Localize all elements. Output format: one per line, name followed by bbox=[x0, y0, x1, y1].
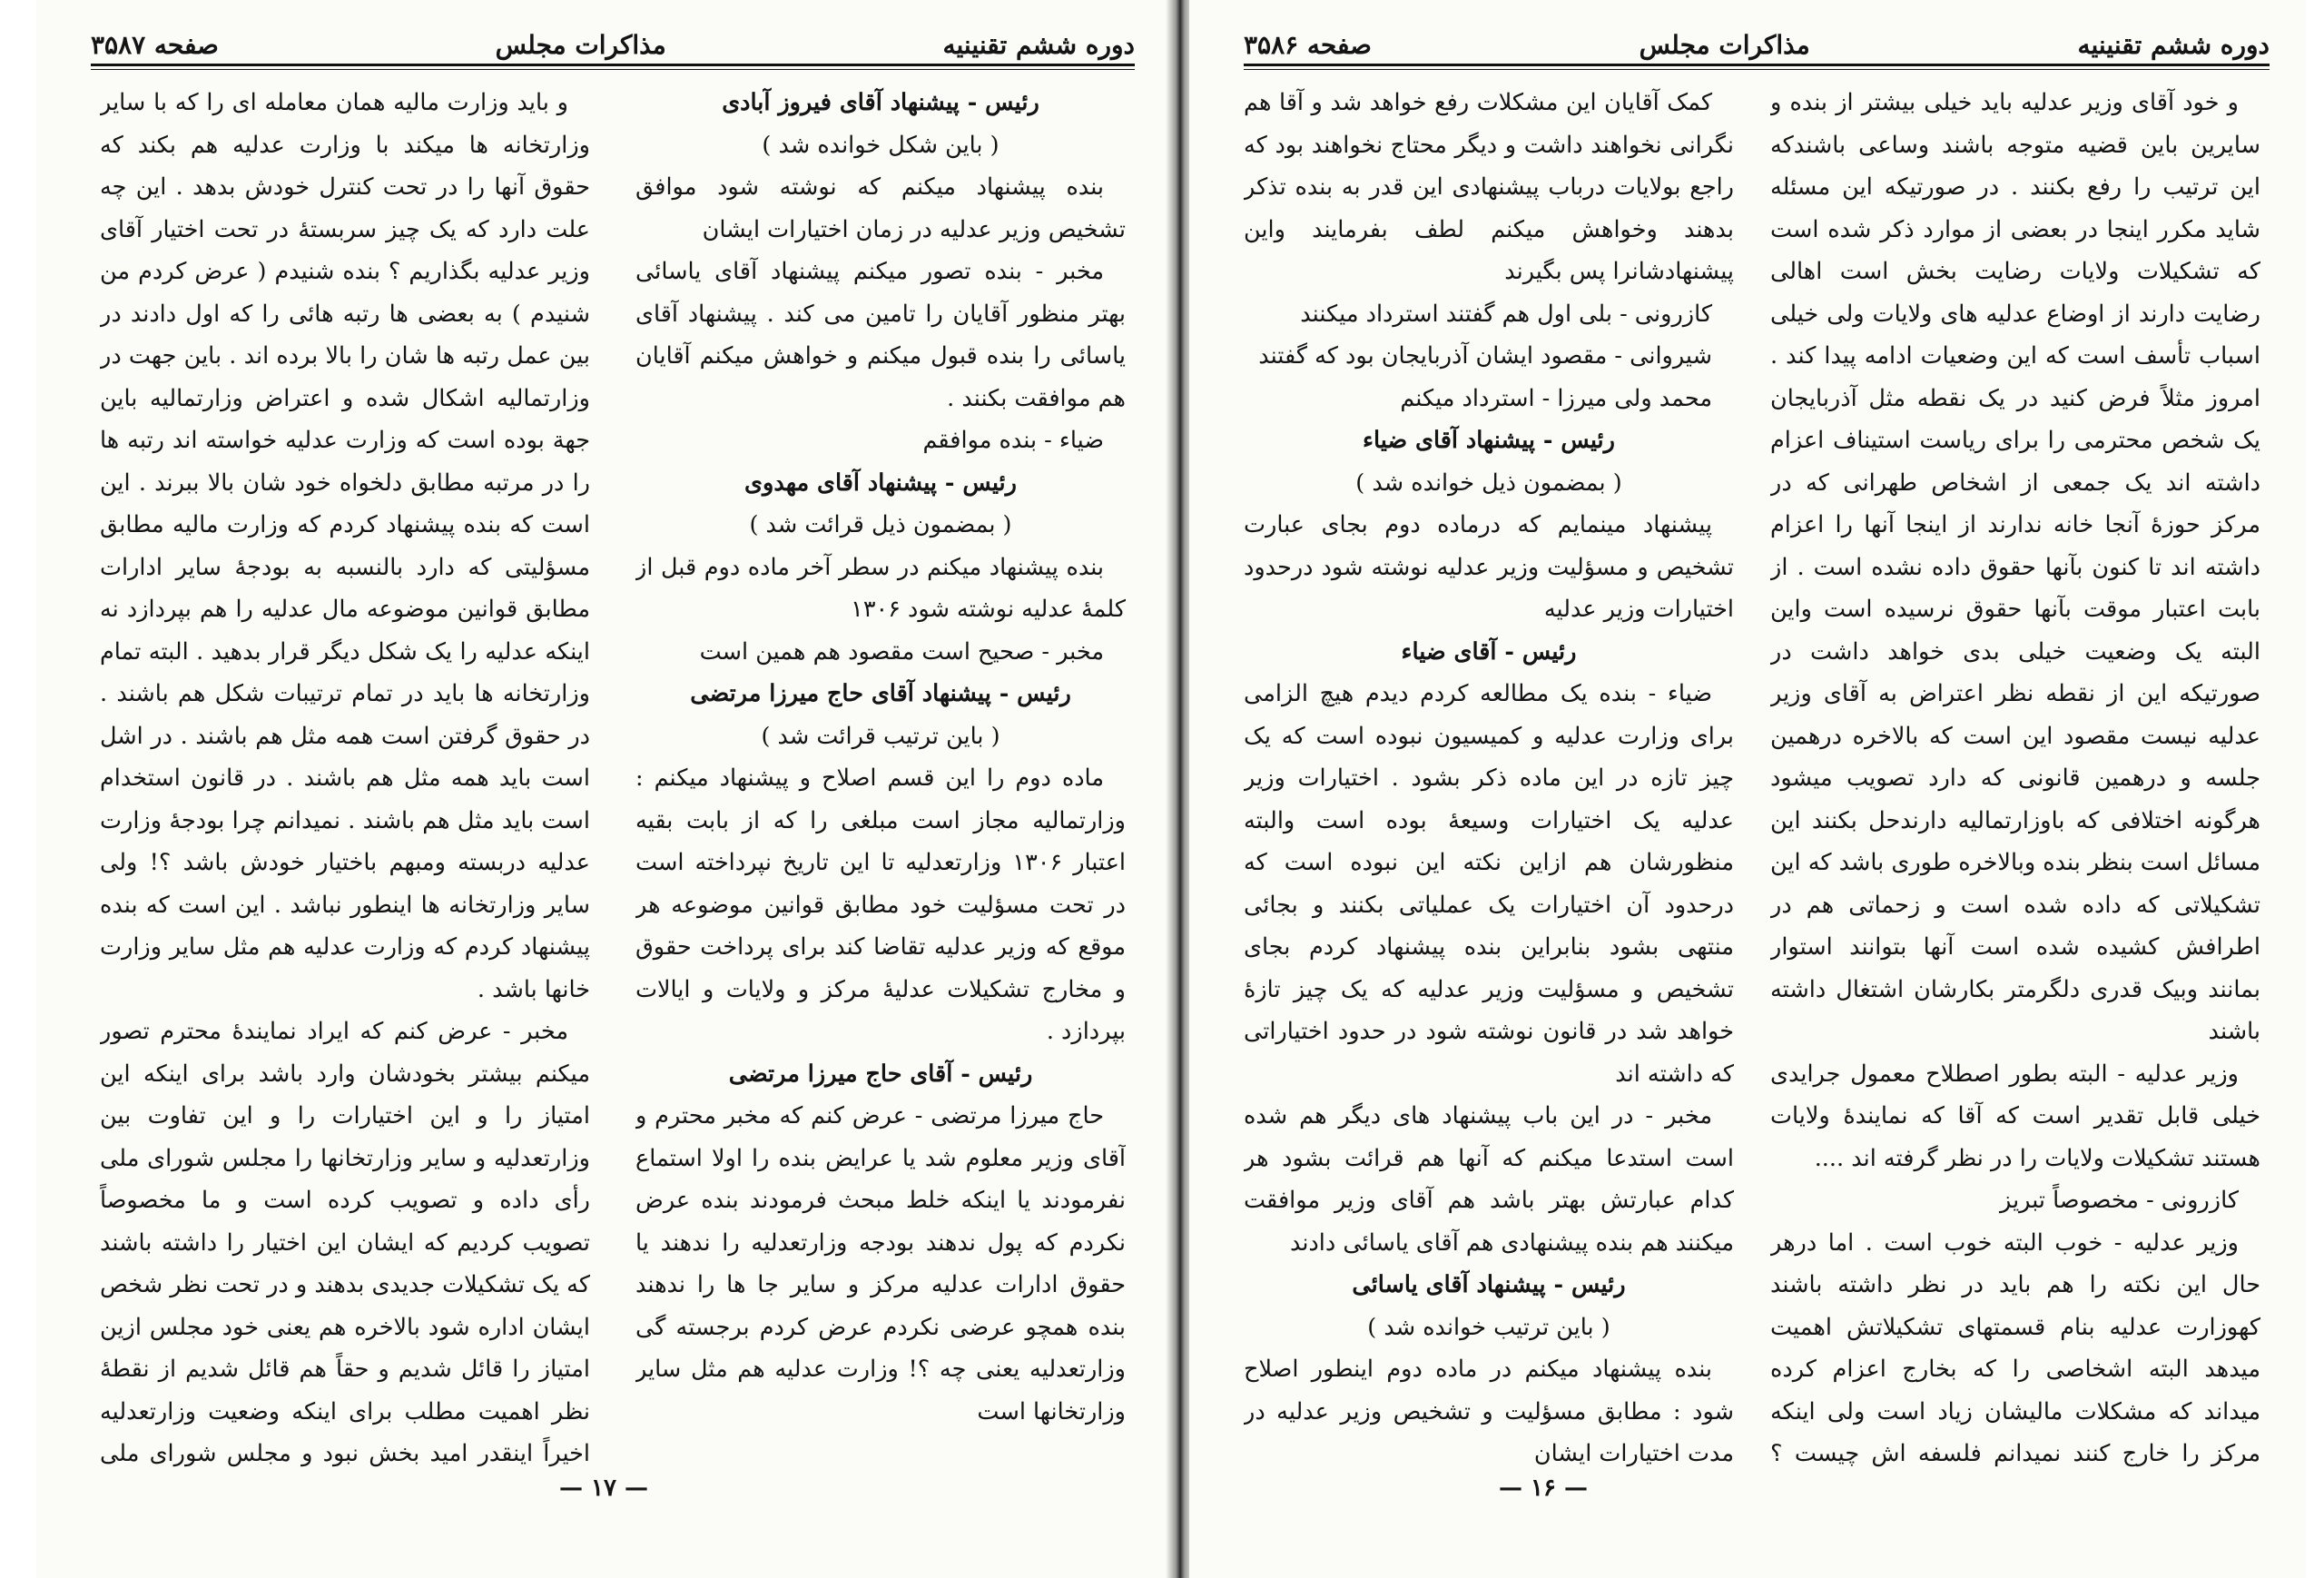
section-heading: رئیس - پیشنهاد آقای مهدوی bbox=[744, 468, 1017, 497]
paragraph: کمک آقایان این مشکلات رفع خواهد شد و آقا هم نگرانی نخواهند داشت و دیگر محتاج نخواهند بود که راجع بولایات درباب پیشنهادی این قدر به بنده تذکر بدهند وخواهش میکنم لطف بفرمایند واین پیشنهادشانرا پس بگیرند bbox=[1244, 89, 1734, 285]
header-journal: مذاکرات مجلس bbox=[495, 30, 666, 60]
text-column-left bbox=[100, 82, 590, 1471]
page-3587 bbox=[36, 0, 1171, 1578]
reading-note: ( باین ترتیب قرائت شد ) bbox=[761, 722, 1000, 750]
paragraph: کازرونی - بلی اول هم گفتند استرداد میکنند bbox=[1300, 300, 1712, 328]
running-header bbox=[1244, 20, 2270, 60]
text-column-right bbox=[1770, 82, 2260, 1471]
paragraph: کازرونی - مخصوصاً تبریز bbox=[2000, 1187, 2239, 1214]
section-heading: رئیس - پیشنهاد آقای حاج میرزا مرتضی bbox=[690, 680, 1071, 707]
paragraph: ضیاء - بنده موافقم bbox=[922, 427, 1104, 454]
paragraph: وزیر عدلیه - خوب البته خوب است . اما درهر حال این نکته را هم باید در نظر داشته باشند کهوزارت عدلیه بنام قسمتهای تشکیلاتش اهمیت میدهد البته اشخاصی را که بخارج اعزام کرده میداند که مشکلات مالیشان زیاد است ولی اینکه مرکز را خارج کنند نمیدانم فلسفه اش چیست ؟ bbox=[1770, 1228, 2260, 1467]
reading-note: ( باین ترتیب خوانده شد ) bbox=[1367, 1313, 1610, 1341]
paragraph: ماده دوم را این قسم اصلاح و پیشنهاد میکنم : وزارتمالیه مجاز است مبلغی را که از بابت بقیه اعتبار ۱۳۰۶ وزارتعدلیه تا این تاریخ نپرداخته است در تحت مسؤلیت خود مطابق قوانین موضوعه هر موقع که وزیر عدلیه تقاضا کند برای پرداخت حقوق و مخارج تشکیلات عدلیهٔ مرکز و ولایات و ایالات بپردازد . bbox=[635, 764, 1126, 1045]
section-heading: رئیس - آقای حاج میرزا مرتضی bbox=[728, 1060, 1033, 1088]
reading-note: ( بمضمون ذیل خوانده شد ) bbox=[1355, 468, 1622, 497]
paragraph: وزیر عدلیه - البته بطور اصطلاح معمول جرایدی خیلی قابل تقدیر است که آقا که نمایندهٔ ولایات هستند تشکیلات ولایات را در نظر گرفته اند .... bbox=[1770, 1060, 2260, 1172]
paragraph: حاج میرزا مرتضی - عرض کنم که مخبر محترم و آقای وزیر معلوم شد یا عرایض بنده را اولا استماع نفرمودند یا اینکه خلط مبحث فرمودند بنده عرض نکردم که پول ندهند بودجه وزارتعدلیه را ندهند یا حقوق ادارات عدلیه مرکز و سایر جا ها را ندهند بنده همچو عرضی نکردم عرض کردم برجسته گی وزارتعدلیه یعنی چه ؟! وزارت عدلیه هم مثل سایر وزارتخانها است bbox=[635, 1102, 1126, 1425]
section-heading: رئیس - پیشنهاد آقای ضیاء bbox=[1363, 427, 1615, 454]
paragraph: مخبر - بنده تصور میکنم پیشنهاد آقای یاسائی بهتر منظور آقایان را تامین می کند . پیشنهاد آقای یاسائی را بنده قبول میکنم و خواهش میکنم آقایان هم موافقت بکنند . bbox=[635, 258, 1126, 412]
header-page-number: صفحه ۳۵۸۷ bbox=[91, 30, 219, 60]
paragraph: پیشنهاد مینمایم که درماده دوم بجای عبارت تشخیص و مسؤلیت وزیر عدلیه نوشته شود درحدود اختیارات وزیر عدلیه bbox=[1244, 511, 1734, 623]
header-page-number: صفحه ۳۵۸۶ bbox=[1244, 30, 1372, 60]
paragraph: و باید وزارت مالیه همان معامله ای را که با سایر وزارتخانه ها میکند با وزارت عدلیه هم بکند که حقوق آنها را در تحت کنترل خودش بدهد . این چه علت دارد که یک چیز سربستهٔ در تحت اختیار آقای وزیر عدلیه بگذاریم ؟ بنده شنیدم ( عرض کردم من شنیدم ) به بعضی ها رتبه هائی را که اول دادند در بین عمل رتبه ها شان را بالا برده اند . باین جهت در وزارتمالیه اشکال شده و اعتراض وزارتمالیه باین جهة بوده است که وزارت عدلیه خواسته اند رتبه ها را در مرتبه مطابق دلخواه خود شان بالا ببرند . این است که بنده پیشنهاد کردم که وزارت مالیه مطابق مسؤلیتی که دارد بالنسبه به بودجهٔ سایر ادارات مطابق قوانین موضوعه مال عدلیه را هم بپردازد نه اینکه عدلیه را یک شکل دیگر قرار بدهید . البته تمام وزارتخانه ها باید در تمام ترتیبات شکل هم باشند . در حقوق گرفتن است همه مثل هم باشند . در اشل است باید همه مثل هم باشند . در قانون استخدام است باید مثل هم باشند . نمیدانم چرا بودجهٔ وزارت عدلیه دربسته ومبهم باختیار خودش باشد ؟! ولی سایر وزارتخانه ها اینطور نباشد . این است که بنده پیشنهاد کردم که وزارت عدلیه هم مثل سایر وزارت خانها باشد . bbox=[100, 89, 590, 1003]
reading-note: ( باین شکل خوانده شد ) bbox=[762, 131, 1000, 159]
section-heading: رئیس - پیشنهاد آقای فیروز آبادی bbox=[722, 89, 1039, 116]
paragraph: مخبر - در این باب پیشنهاد های دیگر هم شده است استدعا میکنم که آنها هم قرائت بشود هر کدام عبارتش بهتر باشد هم آقای وزیر موافقت میکنند هم بنده پیشنهادی هم آقای یاسائی دادند bbox=[1244, 1102, 1734, 1257]
page-footer-number: — ۱۶ — bbox=[1498, 1474, 1589, 1502]
page-3586 bbox=[1189, 0, 2306, 1578]
header-rule-thin bbox=[91, 69, 1135, 70]
text-column-right bbox=[635, 82, 1126, 1471]
paragraph: بنده پیشنهاد میکنم در ماده دوم اینطور اصلاح شود : مطابق مسؤلیت و تشخیص وزیر عدلیه در مدت اختیارات ایشان bbox=[1244, 1356, 1734, 1467]
paragraph: بنده پیشنهاد میکنم در سطر آخر ماده دوم قبل از کلمهٔ عدلیه نوشته شود ۱۳۰۶ bbox=[635, 553, 1126, 623]
paragraph: بنده پیشنهاد میکنم که نوشته شود موافق تشخیص وزیر عدلیه در زمان اختیارات ایشان bbox=[635, 173, 1126, 243]
section-heading: رئیس - پیشنهاد آقای یاسائی bbox=[1352, 1271, 1626, 1298]
paragraph: شیروانی - مقصود ایشان آذربایجان بود که گفتند bbox=[1258, 342, 1712, 370]
header-journal: مذاکرات مجلس bbox=[1639, 30, 1810, 60]
section-heading: رئیس - آقای ضیاء bbox=[1401, 637, 1577, 666]
page-footer-number: — ۱۷ — bbox=[558, 1474, 649, 1502]
paragraph: و خود آقای وزیر عدلیه باید خیلی بیشتر از بنده و سایرین باین قضیه متوجه باشند وساعی باشندکه این ترتیب را رفع بکنند . در صورتیکه این مسئله شاید مکرر اینجا در بعضی از موارد ذکر شده است که تشکیلات ولایات رضایت بخش است اهالی رضایت دارند از اوضاع عدلیه های ولایات ولی خیلی اسباب تأسف است که این وضعیات ادامه پیدا کند . امروز مثلاً فرض کنید در یک نقطه مثل آذربایجان یک شخص محترمی را برای ریاست استیناف اعزام داشته اند یک جمعی از اشخاص طهرانی که در مرکز حوزهٔ آنجا خانه ندارند از اینجا آنها را اعزام داشته اند تا کنون بآنها حقوق داده نشده است . از بابت اعتبار موقت بآنها حقوق نرسیده است واین البته یک وضعیت خیلی بدی خواهد داشت در صورتیکه این از نقطه نظر اعتراض به آقای وزیر عدلیه نیست مقصود این است که بالاخره درهمین جلسه و درهمین قانونی که دارد تصویب میشود هرگونه اختلافی که باوزارتمالیه دارندحل بکنند این مسائل است بنظر بنده وبالاخره طوری باشد که این تشکیلاتی که داده شده است و زحماتی هم در اطرافش کشیده شده است آنها بتوانند استوار بمانند وبیک قدری دلگرمتر بکارشان اشتغال داشته باشند bbox=[1770, 89, 2260, 1045]
header-rule bbox=[1244, 64, 2270, 66]
paragraph: مخبر - صحیح است مقصود هم همین است bbox=[699, 637, 1104, 666]
reading-note: ( بمضمون ذیل قرائت شد ) bbox=[749, 511, 1012, 538]
header-session: دوره ششم تقنینیه bbox=[2077, 30, 2270, 60]
paragraph: مخبر - عرض کنم که ایراد نمایندهٔ محترم تصور میکنم بیشتر بخودشان وارد باشد برای اینکه این امتیاز را و این اختیارات را و این تفاوت بین وزارتعدلیه و سایر وزارتخانها را مجلس شورای ملی رأی داده و تصویب کرده است و ما مخصوصاً تصویب کردیم که ایشان این اختیار را داشته باشند که یک تشکیلات جدیدی بدهند و در تحت نظر شخص ایشان اداره شود بالاخره هم یعنی خود مجلس ازین امتیاز را قائل شدیم و حقاً هم قائل شدیم از نقطهٔ نظر اهمیت مطلب برای اینکه وضعیت وزارتعدلیه اخیراً اینقدر امید بخش نبود و مجلس شورای ملی bbox=[100, 1018, 590, 1467]
header-rule-thin bbox=[1244, 69, 2270, 70]
header-rule bbox=[91, 64, 1135, 66]
text-column-left bbox=[1244, 82, 1734, 1471]
header-session: دوره ششم تقنینیه bbox=[942, 30, 1135, 60]
paragraph: ضیاء - بنده یک مطالعه کردم دیدم هیچ الزامی برای وزارت عدلیه و کمیسیون نبوده است که یک چیز تازه در این ماده ذکر بشود . اختیارات وزیر عدلیه یک اختیارات وسیعهٔ بوده است والبته منظورشان هم ازاین نکته این نبوده است که درحدود آن اختیارات یک عملیاتی بکنند و بجائی منتهی بشود بنابراین بنده پیشنهاد کردم بجای تشخیص و مسؤلیت وزیر عدلیه که یک چیز تازهٔ خواهد شد در قانون نوشته شود در حدود اختیاراتی که داشته اند bbox=[1244, 680, 1734, 1088]
running-header bbox=[91, 20, 1135, 60]
paragraph: محمد ولی میرزا - استرداد میکنم bbox=[1400, 384, 1712, 412]
